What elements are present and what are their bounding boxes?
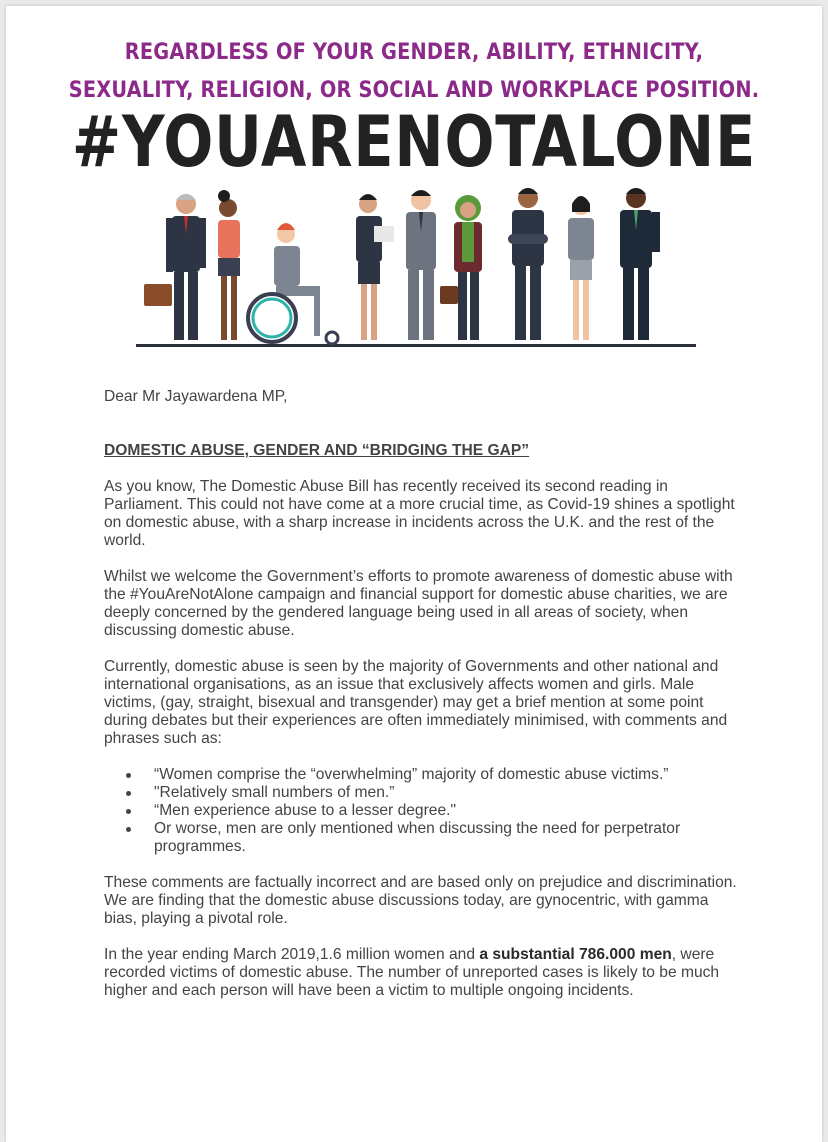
letter-subject: DOMESTIC ABUSE, GENDER AND “BRIDGING THE GAP” (104, 442, 530, 459)
document-page (6, 6, 822, 1142)
person-man-grey-suit-icon (406, 190, 436, 340)
paragraph-5-start: In the year ending March 2019,1.6 million women and (104, 946, 480, 963)
paragraph-3: Currently, domestic abuse is seen by the majority of Governments and other national and international organisations, as an issue that exclusively affects women and girls. Male victims, (gay, straight, bisexual and transgender) may get a brief mention at some point during debates but their experiences are often immediately minimised, with comments and phrases such as: (104, 658, 728, 747)
paragraph-5-end: , were recorded victims of domestic abuse. The number of unreported cases is likely to be much higher and each person will have been a victim to multiple ongoing incidents. (104, 946, 720, 999)
person-woman-grey-icon (568, 196, 594, 340)
bullet-icon (126, 827, 131, 832)
paragraph-4: These comments are factually incorrect and are based only on prejudice and discrimination. We are finding that the domestic abuse discussions today, are gynocentric, with gamma bias, playing a pivotal role. (104, 874, 737, 927)
person-man-briefcase-icon (144, 194, 206, 340)
person-woman-hijab-icon (440, 195, 482, 340)
diverse-people-group-illustration (136, 182, 696, 352)
paragraph-1: As you know, The Domestic Abuse Bill has recently received its second reading in Parliament. This could not have come at a more crucial time, as Covid-19 shines a spotlight on domestic abuse, with a sharp increase in incidents across the U.K. and the rest of the world. (104, 478, 735, 549)
male-victims-figure: a substantial 786.000 men (479, 946, 672, 963)
list-item-text: "Relatively small numbers of men.” (154, 784, 395, 801)
list-item-text: “Men experience abuse to a lesser degree." (154, 802, 456, 819)
campaign-hashtag: #YOUARENOTALONE (71, 101, 757, 183)
person-woman-coral-icon (218, 190, 240, 340)
list-item (134, 784, 744, 802)
list-item-text: Or worse, men are only mentioned when discussing the need for perpetrator programmes. (154, 820, 681, 855)
list-item-text: “Women comprise the “overwhelming” majority of domestic abuse victims.” (154, 766, 669, 783)
paragraph-2: Whilst we welcome the Government’s efforts to promote awareness of domestic abuse with the #YouAreNotAlone campaign and financial support for domestic abuse charities, we are deeply concerned by the gendered language being used in all areas of society, when discussing domestic abuse. (104, 568, 733, 639)
banner-line-2: SEXUALITY, RELIGION, OR SOCIAL AND WORKPLACE POSITION. (68, 78, 760, 103)
list-item (134, 802, 744, 820)
quote-bullet-list (104, 766, 744, 856)
person-man-arms-crossed-icon (508, 188, 548, 340)
ground-line (136, 344, 696, 347)
person-woman-tablet-icon (356, 194, 394, 340)
bullet-icon (126, 773, 131, 778)
banner-line-1: REGARDLESS OF YOUR GENDER, ABILITY, ETHNICITY, (124, 40, 704, 65)
list-item (134, 820, 744, 856)
bullet-icon (126, 809, 131, 814)
person-man-dark-suit-icon (620, 188, 660, 340)
greeting: Dear Mr Jayawardena MP, (104, 388, 288, 405)
person-wheelchair-user-icon (248, 223, 338, 344)
paragraph-5 (104, 946, 744, 1000)
letter-body (104, 388, 744, 1018)
bullet-icon (126, 791, 131, 796)
campaign-banner (55, 34, 773, 110)
list-item (134, 766, 744, 784)
